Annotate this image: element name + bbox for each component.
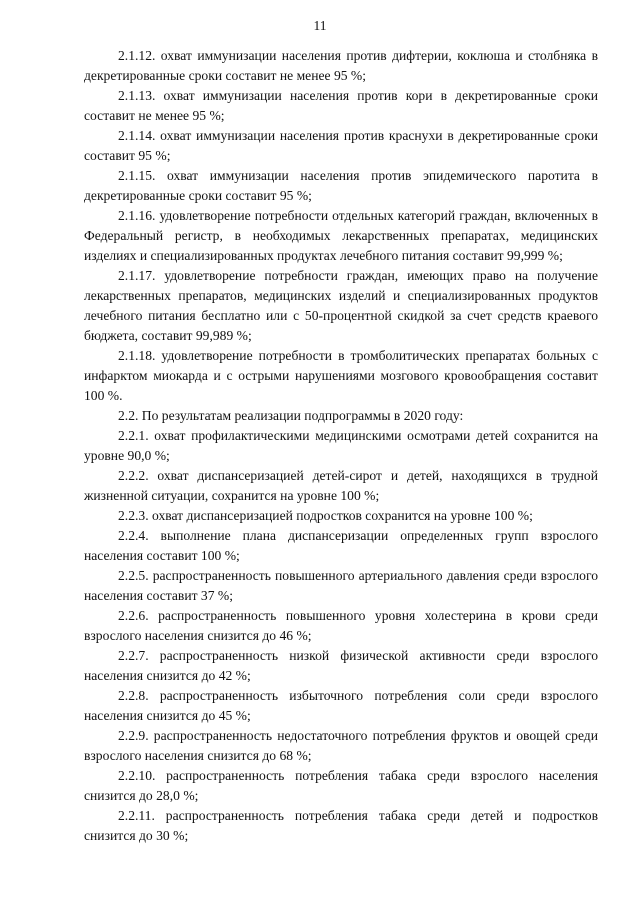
- paragraph: 2.1.17. удовлетворение потребности граждан, имеющих право на получение лекарственных препаратов, медицинских изделий и специализированных продуктов лечебного питания бесплатно или с 50-процентной скидкой за счет средств краевого бюджета, составит 99,989 %;: [84, 268, 598, 343]
- paragraph: 2.1.13. охват иммунизации населения против кори в декретированные сроки составит не менее 95 %;: [84, 88, 598, 123]
- paragraph: 2.2. По результатам реализации подпрограммы в 2020 году:: [118, 408, 464, 423]
- paragraph: 2.2.8. распространенность избыточного потребления соли среди взрослого населения снизится до 45 %;: [84, 688, 598, 723]
- paragraph: 2.1.15. охват иммунизации населения против эпидемического паротита в декретированные сроки составит 95 %;: [84, 168, 598, 203]
- paragraph: 2.2.9. распространенность недостаточного потребления фруктов и овощей среди взрослого населения снизится до 68 %;: [84, 728, 598, 763]
- paragraph: 2.2.11. распространенность потребления табака среди детей и подростков снизится до 30 %;: [84, 808, 598, 843]
- paragraph: 2.2.7. распространенность низкой физической активности среди взрослого населения снизится до 42 %;: [84, 648, 598, 683]
- paragraph: 2.2.5. распространенность повышенного артериального давления среди взрослого населения составит 37 %;: [84, 568, 598, 603]
- paragraph: 2.2.4. выполнение плана диспансеризации определенных групп взрослого населения составит 100 %;: [84, 528, 598, 563]
- paragraph: 2.2.1. охват профилактическими медицинскими осмотрами детей сохранится на уровне 90,0 %;: [84, 428, 598, 463]
- paragraph: 2.2.6. распространенность повышенного уровня холестерина в крови среди взрослого населения снизится до 46 %;: [84, 608, 598, 643]
- document-body: [84, 46, 598, 846]
- page-number: 11: [313, 18, 327, 33]
- paragraph: 2.1.18. удовлетворение потребности в тромболитических препаратах больных с инфарктом миокарда и с острыми нарушениями мозгового кровообращения составит 100 %.: [84, 348, 598, 403]
- paragraph: 2.1.12. охват иммунизации населения против дифтерии, коклюша и столбняка в декретированные сроки составит не менее 95 %;: [84, 48, 598, 83]
- paragraph: 2.1.14. охват иммунизации населения против краснухи в декретированные сроки составит 95 %;: [84, 128, 598, 163]
- paragraph: 2.2.2. охват диспансеризацией детей-сирот и детей, находящихся в трудной жизненной ситуации, сохранится на уровне 100 %;: [84, 468, 598, 503]
- paragraph: 2.2.10. распространенность потребления табака среди взрослого населения снизится до 28,0 %;: [84, 768, 598, 803]
- paragraph: 2.1.16. удовлетворение потребности отдельных категорий граждан, включенных в Федеральный регистр, в необходимых лекарственных препаратах, медицинских изделиях и специализированных продуктах лечебного питания составит 99,999 %;: [84, 208, 598, 263]
- paragraph: 2.2.3. охват диспансеризацией подростков сохранится на уровне 100 %;: [118, 508, 533, 523]
